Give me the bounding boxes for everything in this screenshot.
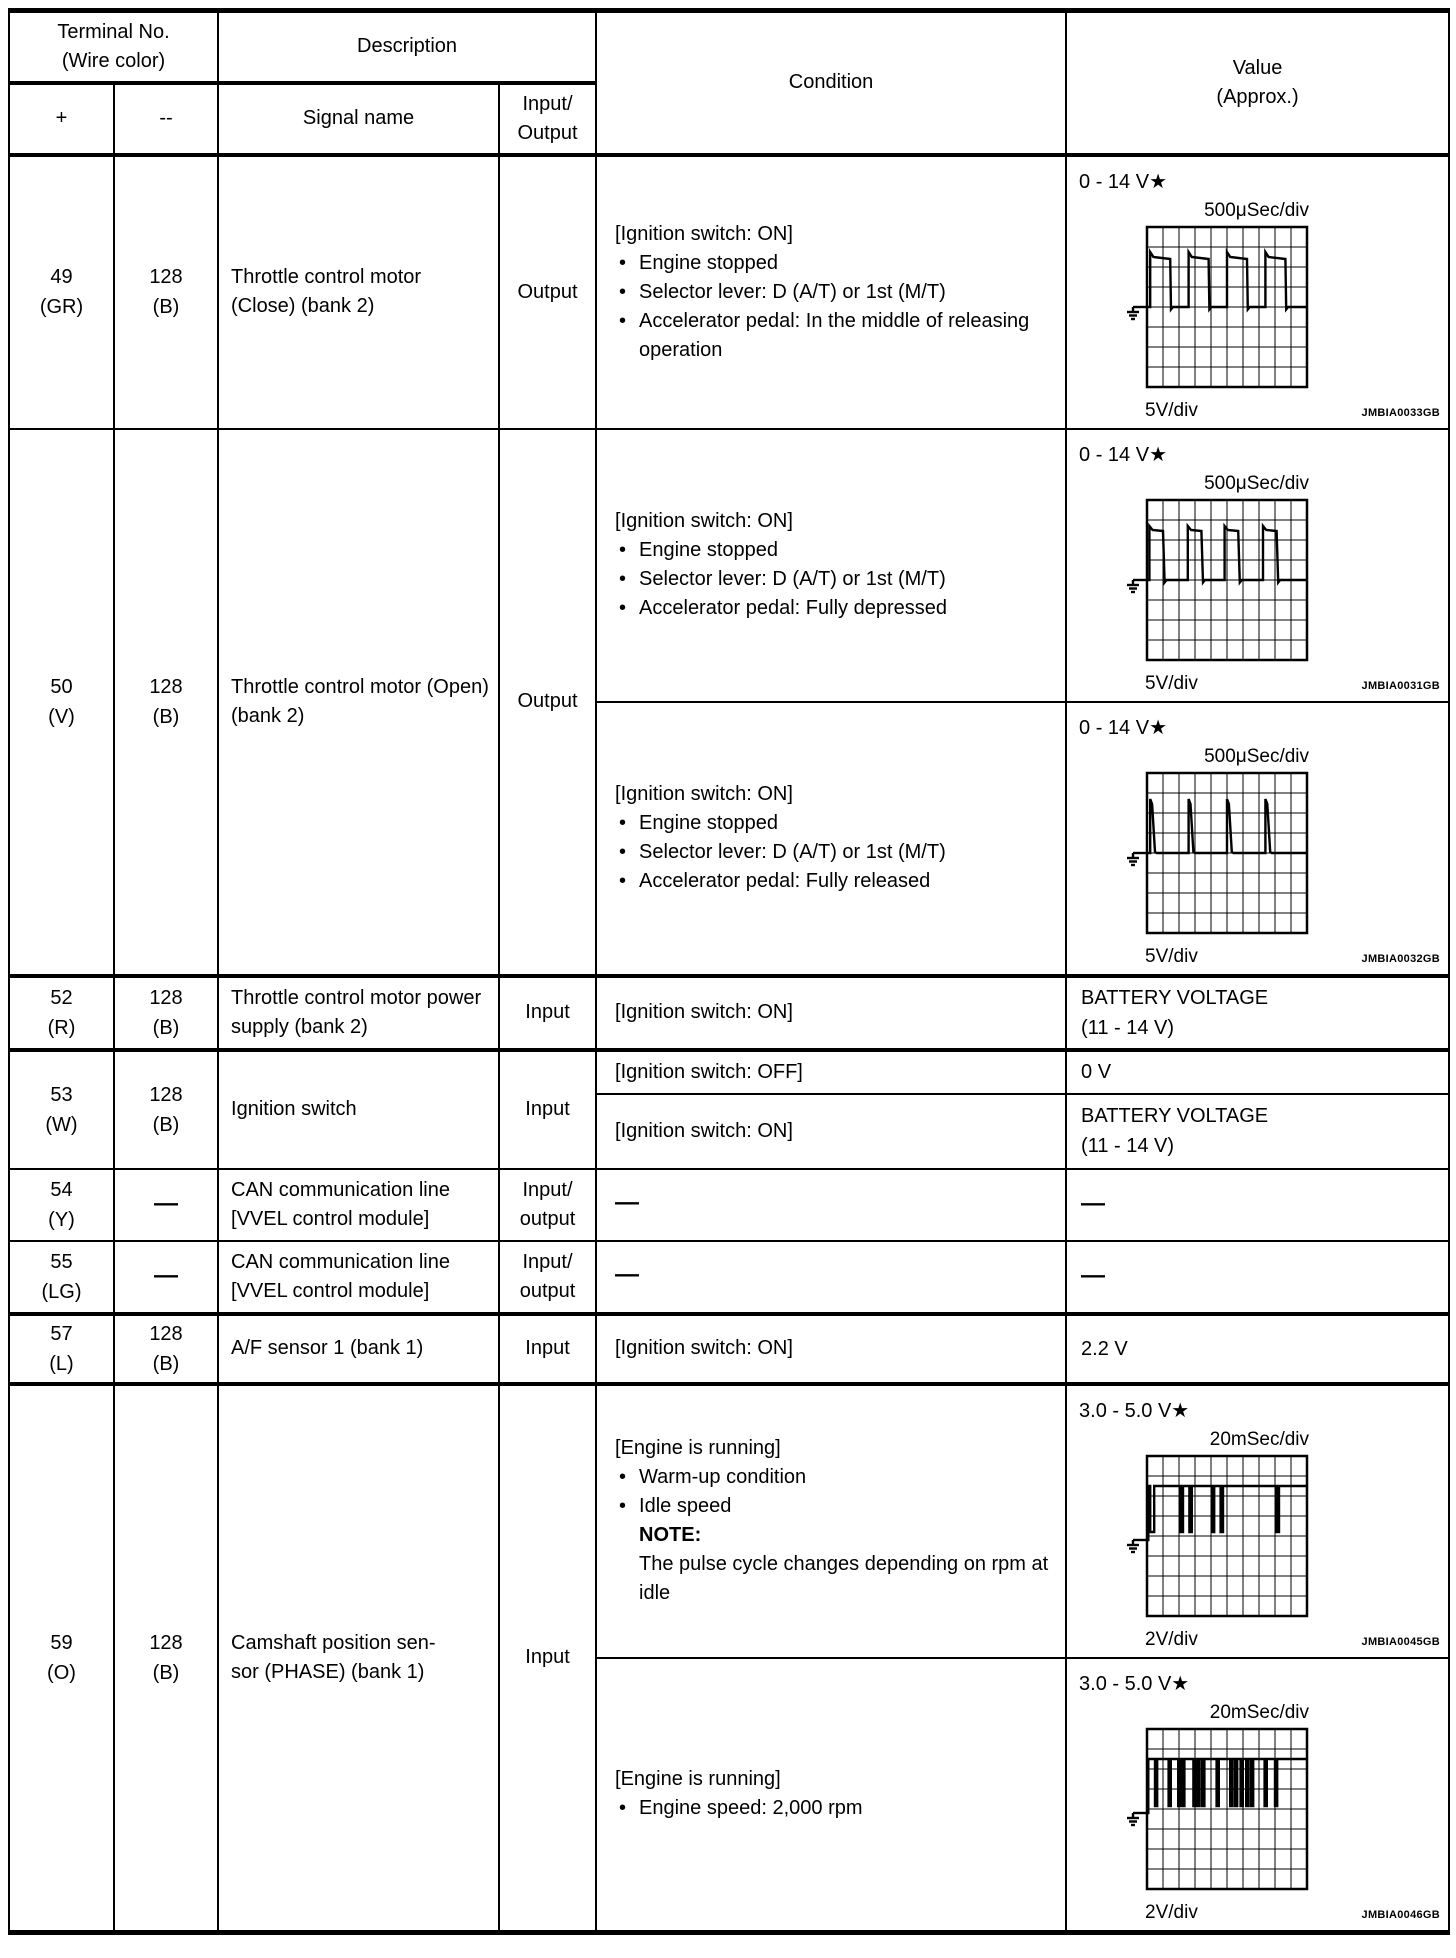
- waveform-grid: [1127, 771, 1309, 941]
- timebase-label: 500μSec/div: [1204, 745, 1310, 767]
- volts-per-div-label: 5V/div: [1145, 945, 1198, 967]
- terminal-plus-cell: 53 (W): [9, 1050, 114, 1169]
- condition-bullet: • Accelerator pedal: Fully depressed: [615, 594, 1055, 623]
- signal-name-cell: Throttle control motor power supply (bank 2): [218, 976, 499, 1050]
- col-header-minus: --: [114, 83, 218, 155]
- condition-bullets: [615, 809, 1055, 896]
- value-cell: 0 V: [1066, 1050, 1449, 1094]
- terminal-plus-cell: 52 (R): [9, 976, 114, 1050]
- figure-code: JMBIA0032GB: [1361, 952, 1441, 965]
- ground-icon: [1127, 580, 1147, 592]
- value-cell: [1066, 1384, 1449, 1658]
- condition-cell: [596, 155, 1066, 429]
- ground-icon: [1127, 307, 1147, 319]
- value-cell: [1066, 1169, 1449, 1241]
- condition-cell: [596, 1050, 1066, 1094]
- table-row-55: [9, 1241, 1449, 1314]
- terminal-minus-cell: 128 (B): [114, 976, 218, 1050]
- condition-cell: [596, 1169, 1066, 1241]
- signal-name-cell: CAN communication line [VVEL control module]: [218, 1241, 499, 1314]
- ground-icon: [1127, 1813, 1147, 1825]
- table-row-50-sub1: [9, 429, 1449, 702]
- io-cell: Output: [499, 429, 596, 976]
- condition-bullet: • Engine stopped: [615, 249, 1055, 278]
- figure-code: JMBIA0046GB: [1361, 1908, 1441, 1921]
- note-text: The pulse cycle changes depending on rpm at idle: [639, 1553, 1049, 1604]
- oscilloscope-figure: [1067, 703, 1448, 974]
- terminal-minus-cell: 128 (B): [114, 155, 218, 429]
- io-cell: Input: [499, 1384, 596, 1933]
- table-row-59-sub1: [9, 1384, 1449, 1658]
- table-row-52: [9, 976, 1449, 1050]
- terminal-minus-cell: [114, 1169, 218, 1241]
- table-row-49: [9, 155, 1449, 429]
- condition-bullet: • Engine stopped: [615, 809, 1055, 838]
- dash: —: [154, 1189, 178, 1217]
- condition-bullet: • Selector lever: D (A/T) or 1st (M/T): [615, 278, 1055, 307]
- signal-name-cell: Ignition switch: [218, 1050, 499, 1169]
- dash: —: [615, 1261, 640, 1288]
- voltage-range-label: 3.0 - 5.0 V★: [1079, 1399, 1190, 1422]
- condition-bullet: • Accelerator pedal: Fully released: [615, 867, 1055, 896]
- voltage-range-label: 0 - 14 V★: [1079, 443, 1167, 466]
- dash: —: [615, 1189, 640, 1216]
- waveform-grid: [1127, 1454, 1309, 1624]
- terminal-plus-cell: 59 (O): [9, 1384, 114, 1933]
- condition-intro: [Ignition switch: OFF]: [615, 1060, 803, 1083]
- condition-intro: [Ignition switch: ON]: [615, 1001, 793, 1023]
- volts-per-div-label: 5V/div: [1145, 672, 1198, 694]
- condition-bullets: [615, 536, 1055, 623]
- voltage-range-label: 3.0 - 5.0 V★: [1079, 1672, 1190, 1695]
- condition-intro: [Ignition switch: ON]: [615, 783, 793, 805]
- value-cell: 2.2 V: [1066, 1314, 1449, 1384]
- table-row-53-sub1: [9, 1050, 1449, 1094]
- condition-intro: [Engine is running]: [615, 1437, 781, 1459]
- waveform-grid: [1127, 225, 1309, 395]
- voltage-range-label: 0 - 14 V★: [1079, 716, 1167, 739]
- condition-bullet: • Engine speed: 2,000 rpm: [615, 1794, 1055, 1823]
- signal-name-cell: Camshaft position sen- sor (PHASE) (bank 1): [218, 1384, 499, 1933]
- ground-icon: [1127, 853, 1147, 865]
- condition-cell: [596, 1241, 1066, 1314]
- terminal-plus-cell: 57 (L): [9, 1314, 114, 1384]
- volts-per-div-label: 2V/div: [1145, 1628, 1198, 1650]
- condition-cell: [596, 1658, 1066, 1933]
- col-header-description: Description: [218, 11, 596, 83]
- terminal-plus-cell: 54 (Y): [9, 1169, 114, 1241]
- header-row-1: [9, 11, 1449, 83]
- volts-per-div-label: 5V/div: [1145, 399, 1198, 421]
- waveform-trace: [1147, 799, 1307, 853]
- condition-bullet: • Engine stopped: [615, 536, 1055, 565]
- signal-name-cell: CAN communication line [VVEL control module]: [218, 1169, 499, 1241]
- condition-bullet: • Idle speed: [615, 1492, 1055, 1521]
- value-cell: [1066, 702, 1449, 976]
- condition-bullet: • Accelerator pedal: In the middle of releasing operation: [615, 307, 1055, 365]
- ground-icon: [1127, 1540, 1147, 1552]
- condition-cell: [596, 429, 1066, 702]
- signal-name-cell: Throttle control motor (Open) (bank 2): [218, 429, 499, 976]
- dash: —: [154, 1261, 178, 1289]
- condition-bullets: [615, 1794, 1055, 1823]
- condition-cell: [596, 1384, 1066, 1658]
- io-cell: Output: [499, 155, 596, 429]
- value-cell: BATTERY VOLTAGE (11 - 14 V): [1066, 1094, 1449, 1169]
- timebase-label: 20mSec/div: [1209, 1701, 1310, 1723]
- condition-bullets: [615, 1463, 1055, 1521]
- signal-name-cell: Throttle control motor (Close) (bank 2): [218, 155, 499, 429]
- dash: —: [1081, 1261, 1106, 1289]
- oscilloscope-figure: [1067, 1659, 1448, 1930]
- condition-intro: [Ignition switch: ON]: [615, 1119, 793, 1142]
- timebase-label: 500μSec/div: [1204, 472, 1310, 494]
- col-header-input-output: Input/ Output: [499, 83, 596, 155]
- voltage-range-label: 0 - 14 V★: [1079, 170, 1167, 193]
- timebase-label: 500μSec/div: [1204, 199, 1310, 221]
- condition-cell: [596, 1094, 1066, 1169]
- condition-cell: [596, 1314, 1066, 1384]
- signal-name-cell: A/F sensor 1 (bank 1): [218, 1314, 499, 1384]
- io-cell: Input: [499, 1314, 596, 1384]
- condition-intro: [Ignition switch: ON]: [615, 222, 793, 245]
- terminal-plus-cell: 55 (LG): [9, 1241, 114, 1314]
- table-row-57: [9, 1314, 1449, 1384]
- col-header-signal-name: Signal name: [218, 83, 499, 155]
- io-cell: Input/ output: [499, 1241, 596, 1314]
- condition-cell: [596, 976, 1066, 1050]
- oscilloscope-figure: [1067, 1386, 1448, 1657]
- waveform-grid: [1127, 498, 1309, 668]
- condition-bullet: • Selector lever: D (A/T) or 1st (M/T): [615, 565, 1055, 594]
- value-cell: [1066, 155, 1449, 429]
- terminal-plus-cell: 50 (V): [9, 429, 114, 976]
- terminal-spec-table: [8, 8, 1450, 1935]
- condition-bullets: [615, 249, 1055, 365]
- terminal-minus-cell: 128 (B): [114, 1314, 218, 1384]
- col-header-value: Value (Approx.): [1066, 11, 1449, 155]
- io-cell: Input: [499, 1050, 596, 1169]
- note-label: NOTE:: [639, 1524, 702, 1546]
- condition-intro: [Engine is running]: [615, 1768, 781, 1791]
- terminal-plus-cell: 49 (GR): [9, 155, 114, 429]
- terminal-minus-cell: [114, 1241, 218, 1314]
- value-cell: [1066, 1658, 1449, 1933]
- oscilloscope-figure: [1067, 430, 1448, 701]
- figure-code: JMBIA0045GB: [1361, 1635, 1441, 1648]
- condition-intro: [Ignition switch: ON]: [615, 510, 793, 532]
- condition-cell: [596, 702, 1066, 976]
- terminal-minus-cell: 128 (B): [114, 429, 218, 976]
- io-cell: Input: [499, 976, 596, 1050]
- timebase-label: 20mSec/div: [1209, 1428, 1310, 1450]
- terminal-minus-cell: 128 (B): [114, 1050, 218, 1169]
- oscilloscope-figure: [1067, 157, 1448, 428]
- waveform-grid: [1127, 1727, 1309, 1897]
- terminal-minus-cell: 128 (B): [114, 1384, 218, 1933]
- col-header-plus: +: [9, 83, 114, 155]
- condition-intro: [Ignition switch: ON]: [615, 1337, 793, 1359]
- volts-per-div-label: 2V/div: [1145, 1901, 1198, 1923]
- waveform-trace: [1147, 252, 1307, 309]
- dash: —: [1081, 1189, 1106, 1217]
- figure-code: JMBIA0033GB: [1361, 406, 1441, 419]
- io-cell: Input/ output: [499, 1169, 596, 1241]
- value-cell: BATTERY VOLTAGE (11 - 14 V): [1066, 976, 1449, 1050]
- condition-bullet: • Warm-up condition: [615, 1463, 1055, 1492]
- value-cell: [1066, 1241, 1449, 1314]
- table-row-54: [9, 1169, 1449, 1241]
- col-header-condition: Condition: [596, 11, 1066, 155]
- condition-bullet: • Selector lever: D (A/T) or 1st (M/T): [615, 838, 1055, 867]
- col-header-terminal: Terminal No. (Wire color): [9, 11, 218, 83]
- figure-code: JMBIA0031GB: [1361, 679, 1441, 692]
- value-cell: [1066, 429, 1449, 702]
